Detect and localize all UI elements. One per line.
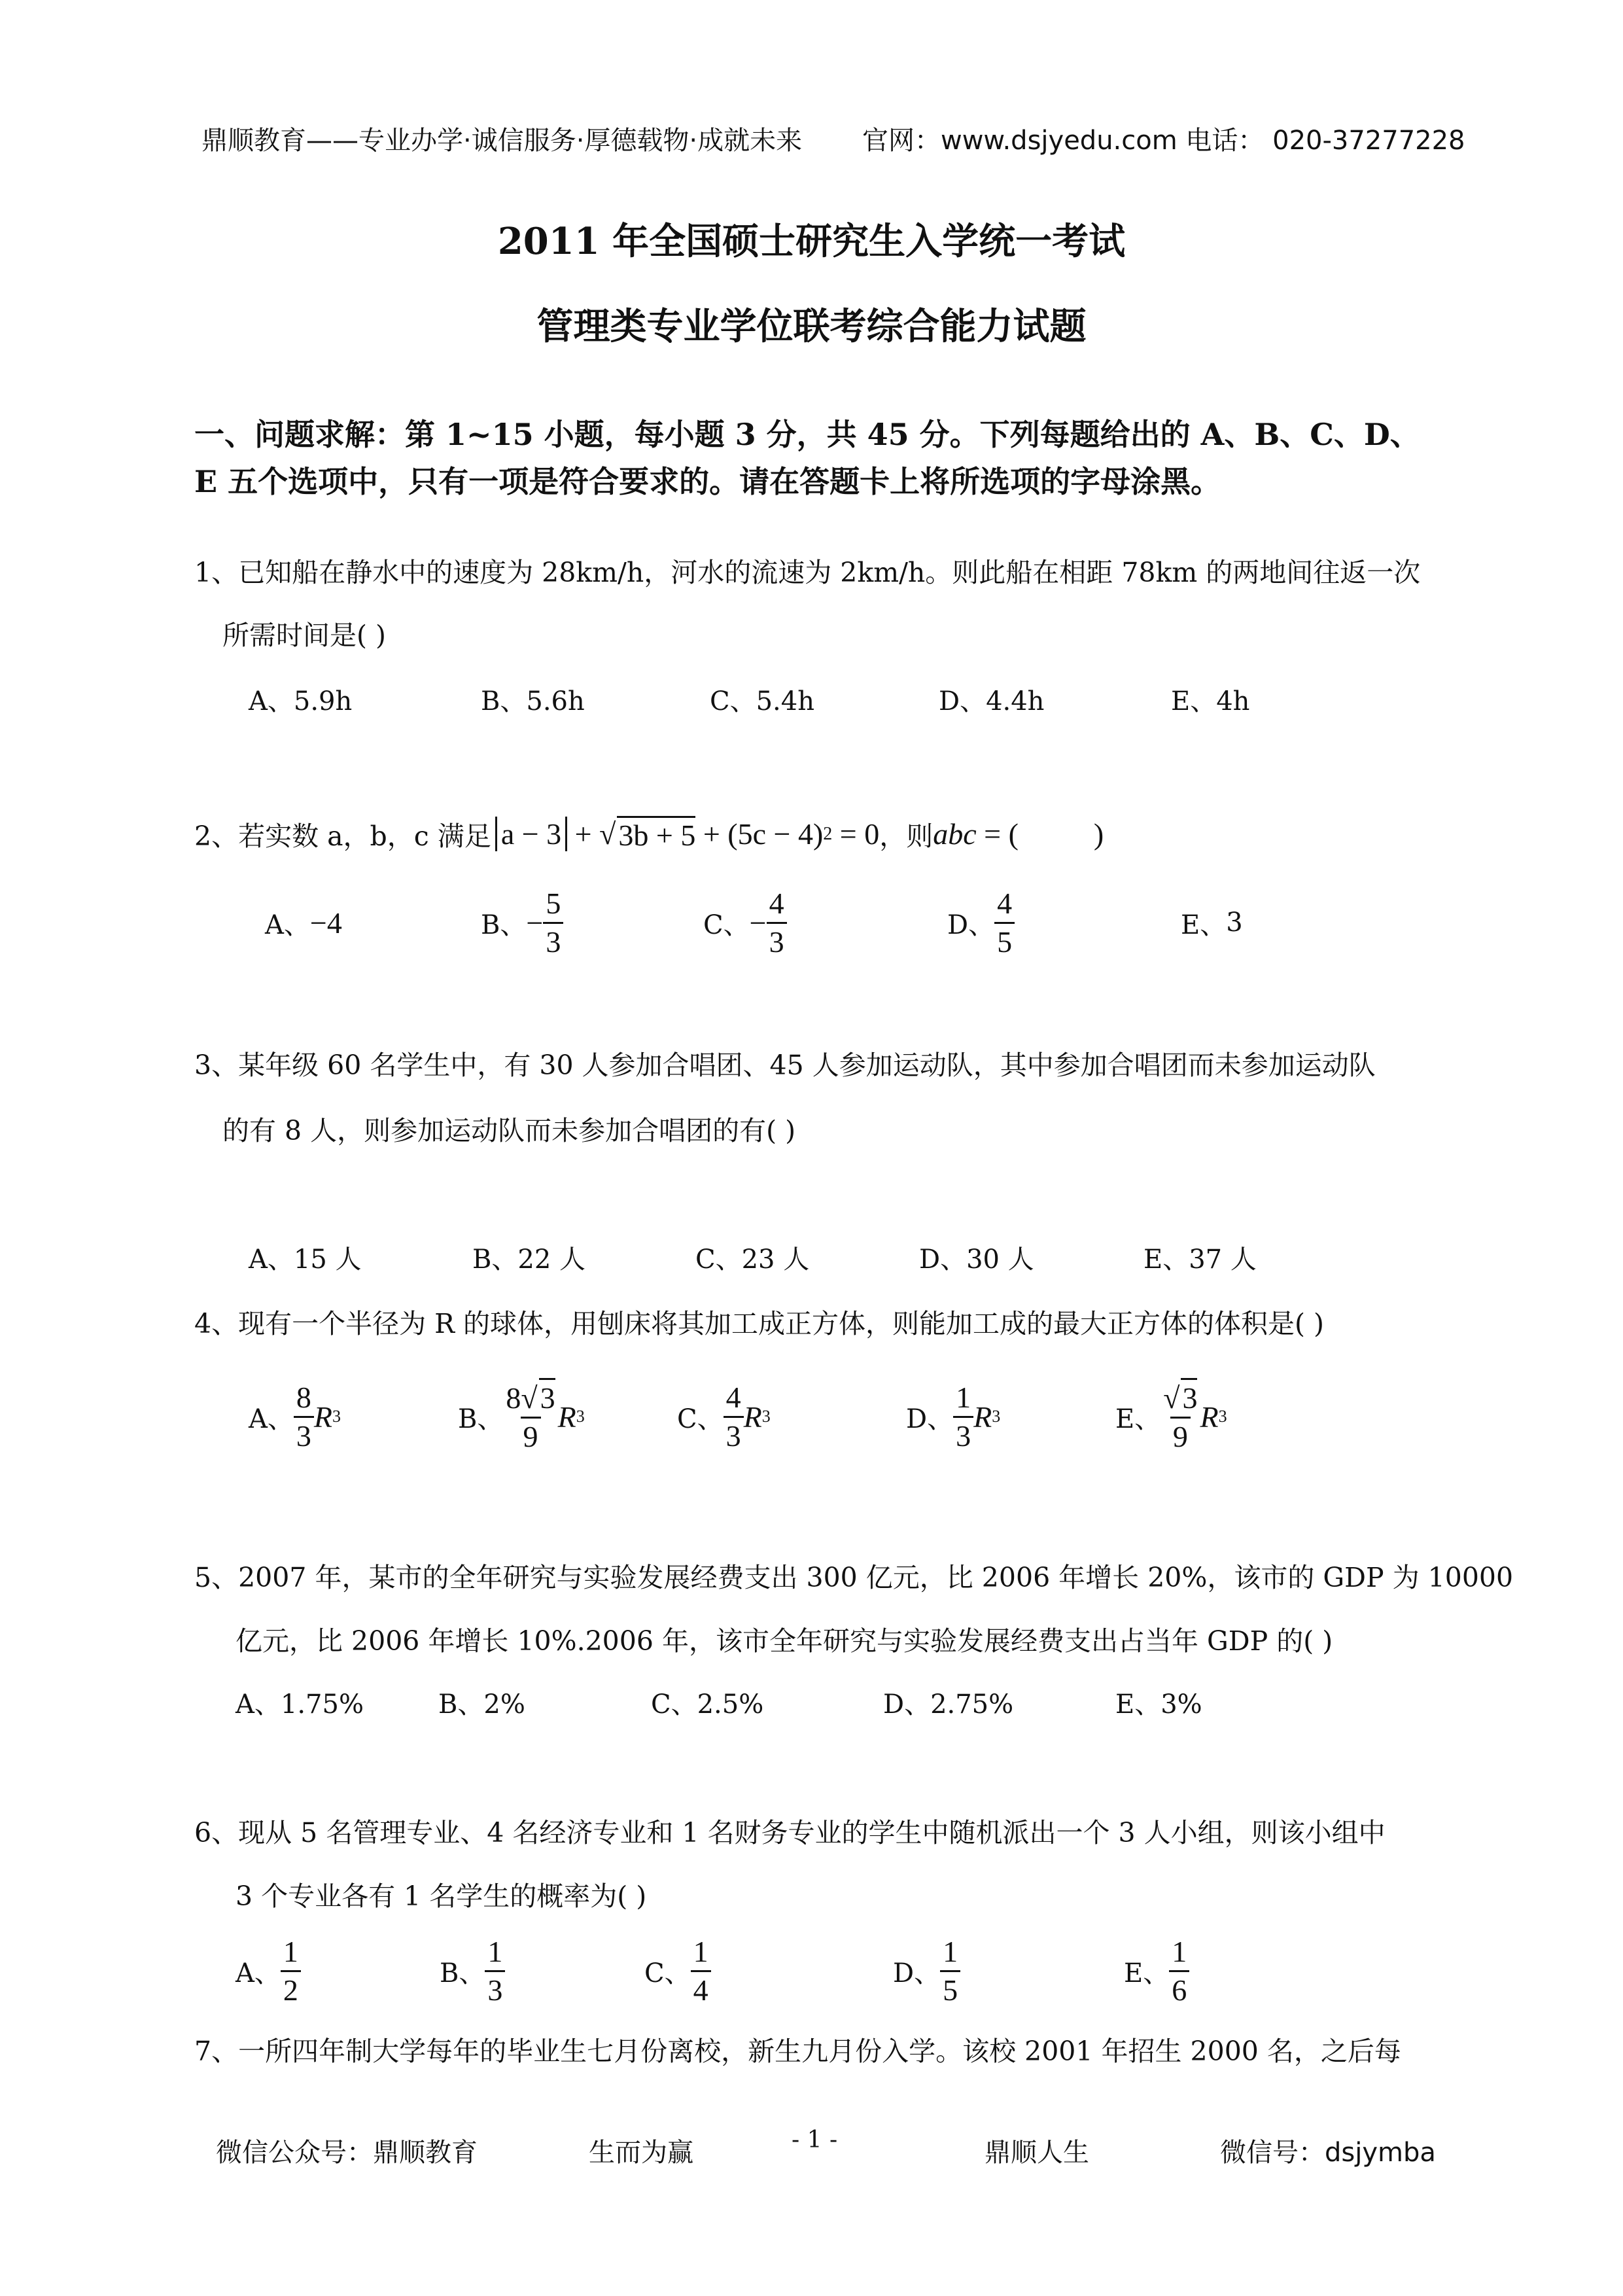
page-number: - 1 -: [792, 2127, 838, 2153]
section-heading-line1: 一、问题求解：第 1~15 小题，每小题 3 分，共 45 分。下列每题给出的 A、B、C、D、: [194, 417, 1420, 452]
q2-abc: abc: [933, 817, 977, 851]
q2-option-a: A、 −4: [265, 906, 342, 940]
q5-option-c: C、2.5%: [651, 1689, 764, 1720]
q2-equals-zero: = 0: [832, 817, 880, 851]
q4-option-b: B、 $\frac{8√3}{9}$ R 3: [458, 1368, 585, 1466]
q5-option-e: E、3%: [1115, 1689, 1202, 1720]
q6-option-a: A、 $\frac{1}{2}$: [236, 1925, 301, 2017]
question-3-line2: 的有 8 人，则参加运动队而未参加合唱团的有( ): [222, 1115, 796, 1146]
footer-brand: 鼎顺人生: [985, 2138, 1089, 2168]
q3-option-c: C、23 人: [695, 1245, 810, 1275]
q5-option-b: B、2%: [438, 1689, 525, 1720]
question-6-line1: 6、现从 5 名管理专业、4 名经济专业和 1 名财务专业的学生中随机派出一个 3 人小组，则该小组中: [194, 1817, 1386, 1848]
q1-option-e: E、4h: [1171, 686, 1250, 716]
q3-option-a: A、15 人: [249, 1245, 362, 1275]
q4-option-e: E、 $\frac{√3}{9}$ R 3: [1115, 1368, 1227, 1466]
q6-option-b: B、 $\frac{1}{3}$: [440, 1925, 505, 2017]
q4-option-d: D、 $\frac{1}{3}$ R 3: [906, 1368, 1000, 1466]
q2-option-b: B、 − $\frac{5}{3}$: [481, 877, 563, 968]
q4-option-c: C、 $\frac{4}{3}$ R 3: [677, 1368, 771, 1466]
q2-option-d: D、 $\frac{4}{5}$: [947, 877, 1015, 968]
question-4-line1: 4、现有一个半径为 R 的球体，用刨床将其加工成正方体，则能加工成的最大正方体的体积是( ): [194, 1308, 1325, 1339]
question-1-line2: 所需时间是( ): [222, 620, 387, 651]
page-subtitle: 管理类专业学位联考综合能力试题: [536, 305, 1087, 348]
q4-option-a: A、 $\frac{8}{3}$ R 3: [249, 1368, 341, 1466]
q2-option-c: C、 − $\frac{4}{3}$: [703, 877, 787, 968]
q1-option-c: C、5.4h: [710, 686, 814, 716]
page-title: 2011 年全国硕士研究生入学统一考试: [497, 220, 1126, 263]
q2-exponent: 2: [823, 823, 833, 844]
q2-sqrt-term: 3b + 5: [617, 816, 695, 853]
question-6-line2: 3 个专业各有 1 名学生的概率为( ): [236, 1881, 647, 1912]
q6-option-d: D、 $\frac{1}{5}$: [893, 1925, 960, 2017]
q5-option-d: D、2.75%: [883, 1689, 1014, 1720]
q1-option-d: D、4.4h: [939, 686, 1045, 716]
q1-option-b: B、5.6h: [481, 686, 585, 716]
q2-prefix: 2、若实数 a，b，c 满足: [194, 821, 491, 852]
q3-option-b: B、22 人: [472, 1245, 586, 1275]
q3-option-e: E、37 人: [1143, 1245, 1257, 1275]
q2-square-term: + (5c − 4): [695, 817, 824, 851]
section-heading-line2: E 五个选项中，只有一项是符合要求的。请在答题卡上将所选项的字母涂黑。: [194, 464, 1221, 499]
q2-mid: ，则: [879, 821, 934, 852]
question-2-stem: 2、若实数 a，b，c 满足 a − 3 + √ 3b + 5 + (5c − 4) 2 = 0 ，则 abc = ( ): [194, 815, 1104, 853]
q2-option-e: E、 3: [1181, 908, 1243, 940]
q2-absolute-value: a − 3: [495, 817, 567, 851]
q1-option-a: A、5.9h: [249, 686, 353, 716]
q2-plus: +: [567, 817, 600, 851]
question-5-line1: 5、2007 年，某市的全年研究与实验发展经费支出 300 亿元，比 2006 年增长 20%，该市的 GDP 为 10000: [194, 1562, 1514, 1593]
q6-option-c: C、 $\frac{1}{4}$: [644, 1925, 711, 2017]
header-left-text: 鼎顺教育——专业办学·诚信服务·厚德载物·成就未来: [201, 126, 803, 156]
q3-option-d: D、30 人: [919, 1245, 1034, 1275]
q5-option-a: A、1.75%: [236, 1689, 364, 1720]
footer-wechat-id: 微信号：dsjymba: [1220, 2138, 1436, 2168]
header-right-text: 官网：www.dsjyedu.com 电话： 020-37277228: [862, 126, 1465, 156]
question-5-line2: 亿元，比 2006 年增长 10%.2006 年，该市全年研究与实验发展经费支出占当年 GDP 的( ): [236, 1625, 1333, 1657]
question-1-line1: 1、已知船在静水中的速度为 28km/h，河水的流速为 2km/h。则此船在相距 78km 的两地间往返一次: [194, 557, 1421, 588]
q2-suffix: = ( ): [976, 817, 1104, 851]
footer-wechat-public: 微信公众号：鼎顺教育: [216, 2138, 478, 2168]
q6-option-e: E、 $\frac{1}{6}$: [1124, 1925, 1189, 2017]
footer-slogan: 生而为赢: [589, 2138, 693, 2168]
question-7-line1: 7、一所四年制大学每年的毕业生七月份离校，新生九月份入学。该校 2001 年招生 2000 名，之后每: [194, 2036, 1401, 2067]
question-3-line1: 3、某年级 60 名学生中，有 30 人参加合唱团、45 人参加运动队，其中参加合唱团而未参加运动队: [194, 1050, 1376, 1081]
